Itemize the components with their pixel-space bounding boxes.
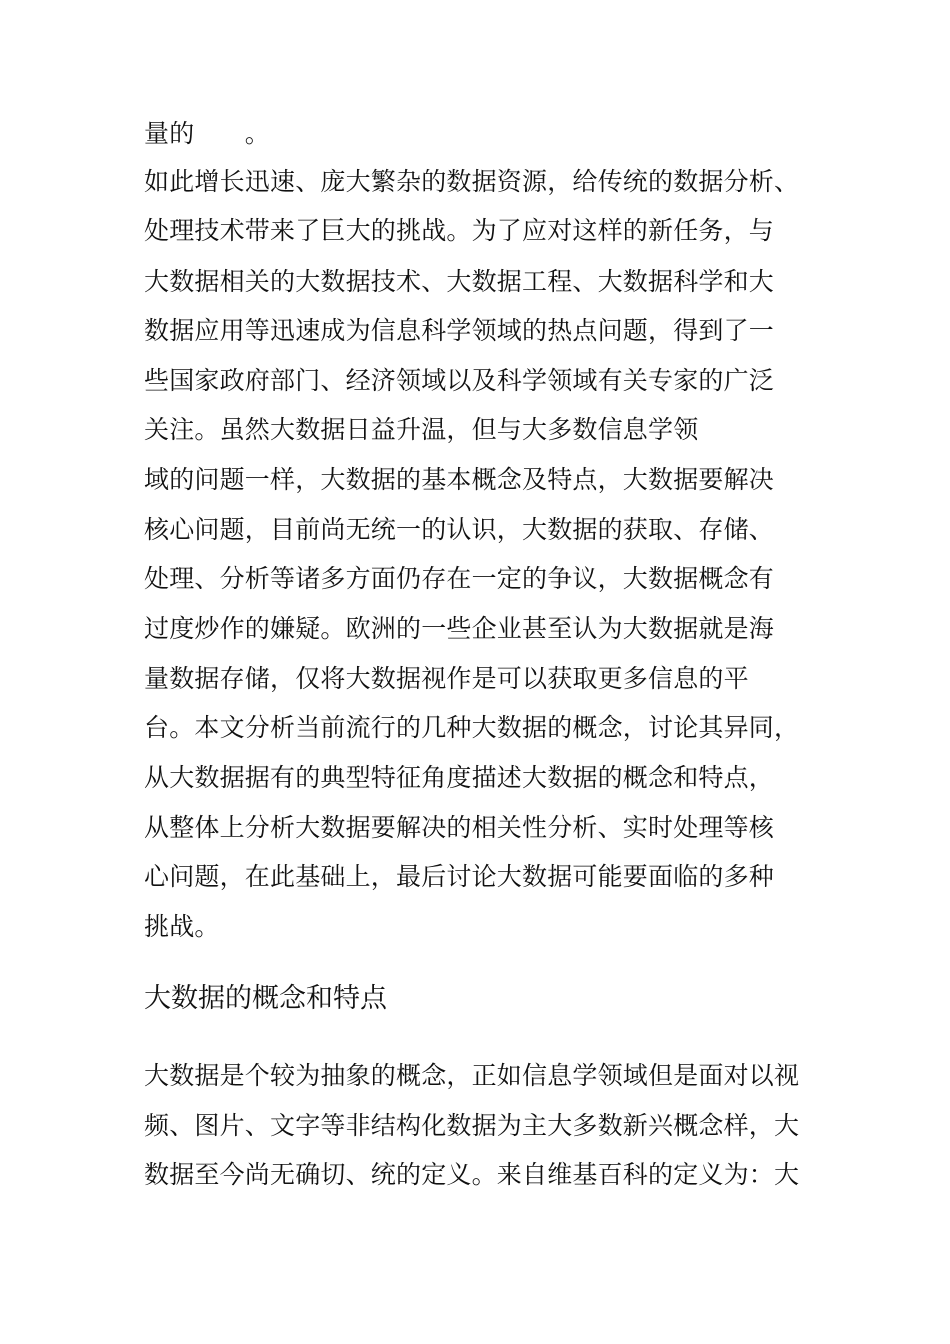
paragraph-line: 大数据相关的大数据技术、大数据工程、大数据科学和大: [144, 267, 775, 296]
paragraph-line: 处理技术带来了巨大的挑战。为了应对这样的新任务，与: [144, 216, 775, 245]
paragraph-line: 数据至今尚无确切、统的定义。来自维基百科的定义为：大: [144, 1160, 800, 1189]
paragraph-line: 量的 。: [144, 119, 271, 148]
paragraph-line: 从大数据据有的典型特征角度描述大数据的概念和特点，: [144, 763, 775, 792]
paragraph-line: 量数据存储，仅将大数据视作是可以获取更多信息的平: [144, 664, 749, 693]
paragraph-line: 心问题，在此基础上，最后讨论大数据可能要面临的多种: [144, 862, 775, 891]
paragraph-line: 过度炒作的嫌疑。欧洲的一些企业甚至认为大数据就是海: [144, 614, 775, 643]
paragraph-line: 频、图片、文字等非结构化数据为主大多数新兴概念样，大: [144, 1111, 800, 1140]
paragraph-line: 数据应用等迅速成为信息科学领域的热点问题，得到了一: [144, 316, 775, 345]
paragraph-line: 大数据是个较为抽象的概念，正如信息学领域但是面对以视: [144, 1061, 800, 1090]
paragraph-line: 从整体上分析大数据要解决的相关性分析、实时处理等核: [144, 813, 775, 842]
paragraph-line: 挑战。: [144, 912, 220, 941]
paragraph-line: 如此增长迅速、庞大繁杂的数据资源，给传统的数据分析、: [144, 167, 800, 196]
section-heading: 大数据的概念和特点: [144, 983, 387, 1014]
paragraph-line: 域的问题一样，大数据的基本概念及特点，大数据要解决: [144, 465, 775, 494]
paragraph-line: 核心问题，目前尚无统一的认识，大数据的获取、存储、: [144, 515, 775, 544]
paragraph-line: 关注。虽然大数据日益升温，但与大多数信息学领: [144, 415, 699, 444]
paragraph-line: 处理、分析等诸多方面仍存在一定的争议，大数据概念有: [144, 564, 775, 593]
paragraph-line: 些国家政府部门、经济领域以及科学领域有关专家的广泛: [144, 366, 775, 395]
paragraph-line: 台。本文分析当前流行的几种大数据的概念，讨论其异同，: [144, 713, 800, 742]
